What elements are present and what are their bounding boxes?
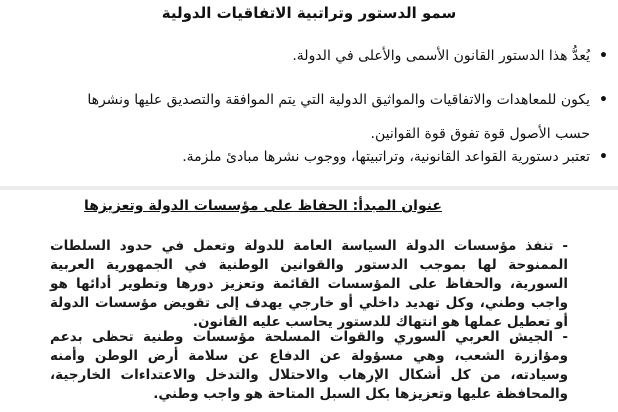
bullet-icon: • [599,48,608,64]
section-title: سمو الدستور وتراتبية الاتفاقيات الدولية [161,4,457,22]
bullet-text: تعتبر دستورية القواعد القانونية، وتراتبيتها، ووجوب نشرها مبادئ ملزمة. [182,149,590,165]
constitution-section [0,0,618,186]
bullet-text: يُعدُّ هذا الدستور القانون الأسمى والأعلى في الدولة. [292,48,590,64]
bullet-icon: • [599,92,608,108]
bullet-item [70,46,608,66]
bullet-item [70,147,608,167]
bullet-icon: • [599,149,608,165]
bullet-item [50,83,608,151]
paragraph: - تنفذ مؤسسات الدولة السياسة العامة للدولة وتعمل في حدود السلطات الممنوحة لها بموجب الدستور والقوانين الوطنية في الجمهورية العربية السورية، والحفاظ على المؤسسات القائمة وتعزيز دورها وتطوير أدائها هو واجب وطني، وكل تهديد داخلي أو خارجي يهدف إلى تقويض مؤسسات الدولة أو تعطيل عملها هو انتهاك للدستور يحاسب عليه القانون. [50,238,568,330]
principle-title: عنوان المبدأ: الحفاظ على مؤسسات الدولة وتعزيزها [83,198,442,214]
principle-section [0,190,618,412]
bullet-text: يكون للمعاهدات والاتفاقيات والمواثيق الدولية التي يتم الموافقة والتصديق عليها ونشرها حسب الأصول قوة تفوق قوة القوانين. [87,92,590,142]
paragraph: - الجيش العربي السوري والقوات المسلحة مؤسسات وطنية تحظى بدعم ومؤازرة الشعب، وهي مسؤولة عن الدفاع عن سلامة أرض الوطن وأمنه وسيادته، من كل أشكال الإرهاب والاحتلال والتدخل والاعتداءات الخارجية، والمحافظة عليها وتعزيزها بكل السبل المتاحة هو واجب وطني. [50,329,568,402]
